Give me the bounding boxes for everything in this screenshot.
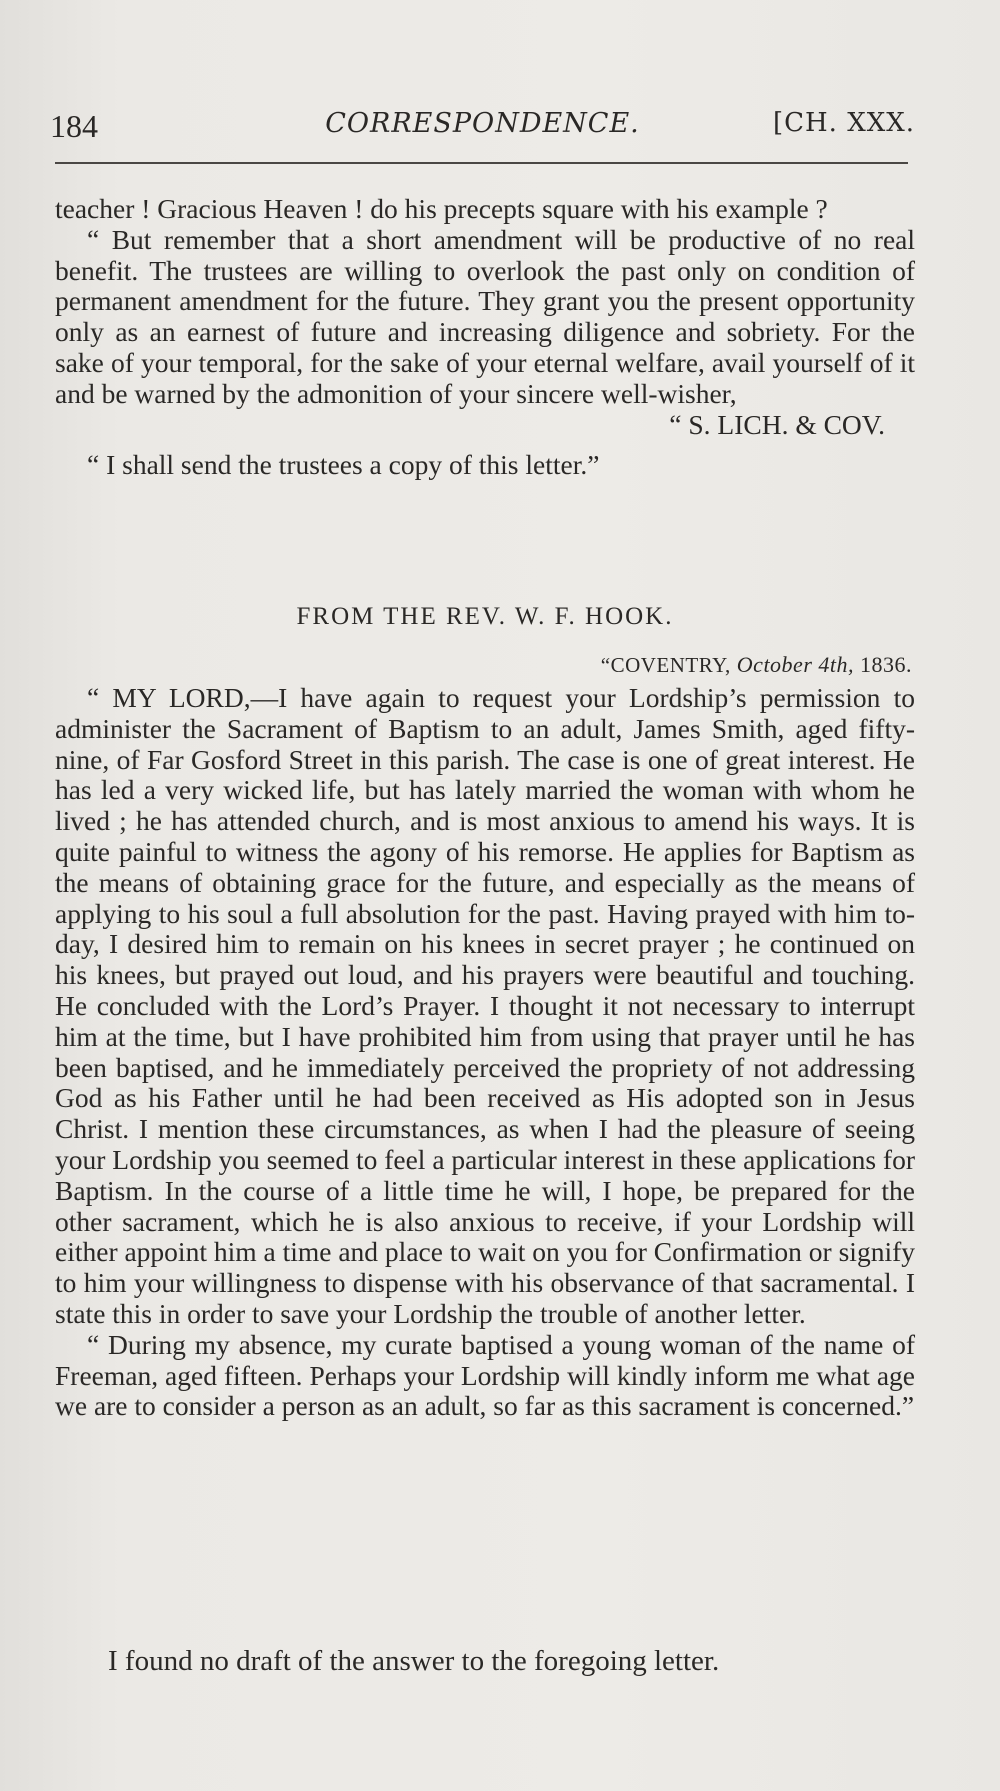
closing-note: I found no draft of the answer to the foregoing letter. <box>108 1645 720 1677</box>
dateline <box>601 652 912 678</box>
paragraph: teacher ! Gracious Heaven ! do his precepts square with his example ? <box>55 193 828 224</box>
header-rule <box>55 162 908 164</box>
date-year: 1836. <box>860 652 912 677</box>
salutation: “ MY LORD, <box>87 682 251 713</box>
running-title: CORRESPONDENCE. <box>325 108 640 139</box>
chapter-label: [CH. XXX. <box>772 108 915 138</box>
paragraph: “ But remember that a short amendment will be productive of no real benefit. The trustees are willing to overlook the past only on condition of permanent amendment for the future. They grant you the present opportunity only as an earnest of future and increasing diligence and sobriety. For the sake of your temporal, for the sake of your eternal welfare, avail yourself of it and be warned by the admonition of your sincere well-wisher, <box>55 223 915 409</box>
date-place: “COVENTRY, <box>600 653 731 677</box>
paragraph: “ I shall send the trustees a copy of this letter.” <box>87 449 600 481</box>
paragraph: “ During my absence, my curate baptised a young woman of the name of Freeman, aged fifteen. Perhaps your Lordship will kindly inform me what age we are to consider a person as an adult, so far as this sacrament is concerned.” <box>55 1328 915 1422</box>
signature: “ S. LICH. & COV. <box>669 408 885 440</box>
letter-heading: FROM THE REV. W. F. HOOK. <box>296 603 674 630</box>
paragraph: “ MY LORD,—I have again to request your Lordship’s permission to administer the Sacrament of Baptism to an adult, James Smith, aged fifty-nine, of Far Gosford Street in this parish. The case is one of great interest. He has led a very wicked life, but has lately married the woman with whom he lived ; he has attended church, and is most anxious to amend his ways. It is quite painful to witness the agony of his remorse. He applies for Baptism as the means of obtaining grace for the future, and especially as the means of applying to his soul a full absolution for the past. Having prayed with him to-day, I desired him to remain on his knees in secret prayer ; he continued on his knees, but prayed out loud, and his prayers were beautiful and touching. He concluded with the Lord’s Prayer. I thought it not necessary to interrupt him at the time, but I have prohibited him from using that prayer until he has been baptised, and he immediately perceived the propriety of not addressing God as his Father until he had been received as His adopted son in Jesus Christ. I mention these circumstances, as when I had the pleasure of seeing your Lordship you seemed to feel a particular interest in these applications for Baptism. In the course of a little time he will, I hope, be prepared for the other sacrament, which he is also anxious to receive, if your Lordship will either appoint him a time and place to wait on you for Confirmation or signify to him your willingness to dispense with his observance of that sacramental. I state this in order to save your Lordship the trouble of another letter. <box>55 682 915 1329</box>
page-header <box>50 108 915 158</box>
letter-body <box>55 683 915 1422</box>
page-number: 184 <box>50 108 98 144</box>
letter-continuation <box>55 194 915 481</box>
date-day: October 4th, <box>736 652 854 677</box>
